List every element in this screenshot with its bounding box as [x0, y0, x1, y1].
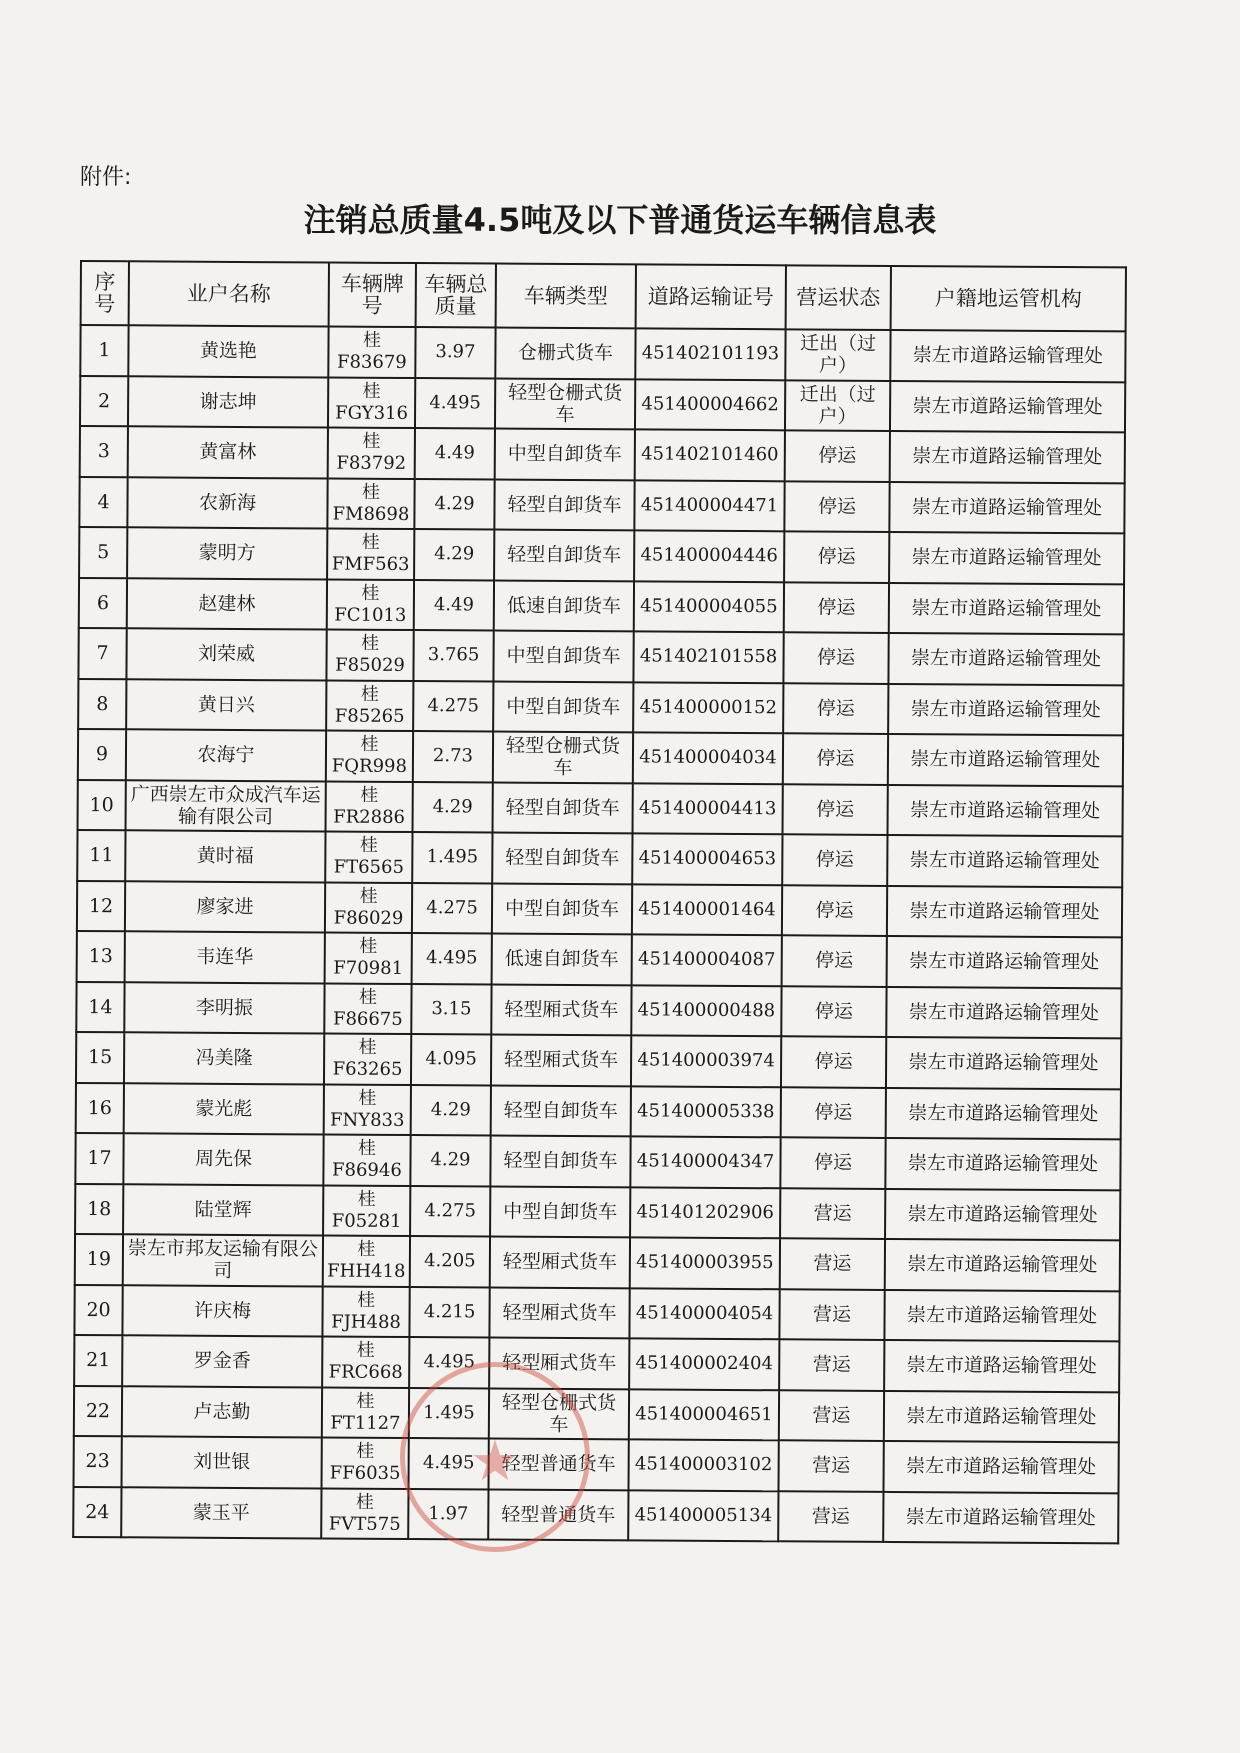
cell-vehicle-type: 轻型自卸货车	[490, 1136, 630, 1187]
cell-registry-authority: 崇左市道路运输管理处	[888, 734, 1123, 786]
table-row	[74, 1385, 1119, 1442]
cell-vehicle-type: 轻型自卸货车	[491, 1085, 631, 1136]
cell-vehicle-type: 轻型厢式货车	[489, 1287, 629, 1338]
header-total-mass: 车辆总质量	[416, 263, 496, 327]
cell-total-mass: 3.15	[411, 984, 491, 1035]
cell-vehicle-type: 轻型普通货车	[489, 1439, 629, 1490]
cell-owner-name: 赵建林	[127, 578, 327, 630]
cell-operation-status: 停运	[784, 531, 889, 582]
cell-transport-license: 451401202906	[630, 1187, 780, 1238]
cell-index: 21	[74, 1335, 122, 1386]
cell-registry-authority: 崇左市道路运输管理处	[886, 1087, 1121, 1139]
cell-index: 10	[78, 779, 126, 830]
table-row	[76, 981, 1121, 1038]
table-row	[76, 1032, 1121, 1089]
cell-owner-name: 刘荣威	[126, 628, 326, 680]
document-title: 注销总质量4.5吨及以下普通货运车辆信息表	[303, 201, 937, 239]
cell-operation-status: 营运	[778, 1491, 883, 1542]
cell-owner-name: 刘世银	[122, 1436, 322, 1488]
cell-registry-authority: 崇左市道路运输管理处	[887, 936, 1122, 988]
cell-vehicle-type: 轻型自卸货车	[494, 530, 634, 581]
cell-index: 17	[75, 1133, 123, 1184]
cell-registry-authority: 崇左市道路运输管理处	[886, 986, 1121, 1038]
table-row	[79, 578, 1124, 635]
cell-index: 6	[79, 578, 127, 629]
cell-total-mass: 3.765	[413, 630, 493, 681]
cell-registry-authority: 崇左市道路运输管理处	[890, 380, 1125, 432]
cell-vehicle-type: 轻型厢式货车	[490, 1237, 630, 1288]
cell-owner-name: 卢志勤	[122, 1386, 322, 1438]
cell-vehicle-type: 轻型仓栅式货车	[495, 378, 635, 429]
cell-operation-status: 营运	[778, 1440, 883, 1491]
cell-plate-number: 桂FHH418	[323, 1236, 410, 1287]
cell-transport-license: 451400004054	[629, 1288, 779, 1339]
cell-vehicle-type: 轻型普通货车	[488, 1489, 628, 1540]
cell-index: 3	[80, 426, 128, 477]
cell-total-mass: 4.29	[413, 782, 493, 833]
cell-transport-license: 451400004034	[633, 732, 783, 783]
cell-index: 8	[78, 678, 126, 729]
cell-owner-name: 蒙明方	[127, 527, 327, 579]
cell-transport-license: 451400004087	[632, 934, 782, 985]
table-row	[77, 880, 1122, 937]
cell-index: 23	[74, 1436, 122, 1487]
table-row	[77, 830, 1122, 887]
cell-owner-name: 黄选艳	[128, 325, 328, 377]
cell-plate-number: 桂F63265	[324, 1034, 411, 1085]
cell-plate-number: 桂FGY316	[328, 377, 415, 428]
cell-total-mass: 2.73	[413, 731, 493, 782]
cell-operation-status: 营运	[779, 1339, 884, 1390]
cell-plate-number: 桂FR2886	[326, 781, 413, 832]
cell-owner-name: 蒙光彪	[124, 1083, 324, 1135]
cell-transport-license: 451400003955	[630, 1237, 780, 1288]
cell-owner-name: 蒙玉平	[121, 1487, 321, 1539]
cell-registry-authority: 崇左市道路运输管理处	[885, 1239, 1120, 1291]
cell-vehicle-type: 轻型自卸货车	[492, 833, 632, 884]
table-row	[74, 1436, 1119, 1493]
cell-operation-status: 停运	[784, 582, 889, 633]
cell-operation-status: 停运	[782, 935, 887, 986]
cell-vehicle-type: 中型自卸货车	[490, 1186, 630, 1237]
cell-owner-name: 崇左市邦友运输有限公司	[123, 1234, 323, 1286]
cell-plate-number: 桂FRC668	[322, 1337, 409, 1388]
cell-vehicle-type: 轻型仓栅式货车	[489, 1388, 629, 1439]
cell-operation-status: 停运	[785, 430, 890, 481]
cell-operation-status: 停运	[783, 683, 888, 734]
table-row	[78, 729, 1123, 786]
cell-transport-license: 451402101193	[635, 328, 785, 379]
table-row	[80, 325, 1125, 382]
cell-index: 22	[74, 1385, 122, 1436]
table-row	[78, 678, 1123, 735]
cell-owner-name: 黄日兴	[126, 679, 326, 731]
cell-index: 2	[80, 376, 128, 427]
cell-transport-license: 451402101558	[633, 631, 783, 682]
cell-plate-number: 桂FF6035	[322, 1437, 409, 1488]
cell-transport-license: 451400004055	[634, 581, 784, 632]
cell-operation-status: 停运	[783, 733, 888, 784]
header-transport-license: 道路运输证号	[636, 264, 786, 329]
cell-index: 20	[74, 1284, 122, 1335]
header-plate-number: 车辆牌号	[329, 263, 416, 328]
cell-total-mass: 4.29	[410, 1135, 490, 1186]
header-registry-authority: 户籍地运管机构	[891, 266, 1126, 331]
table-row	[74, 1284, 1119, 1341]
cell-transport-license: 451400004651	[629, 1389, 779, 1440]
cell-plate-number: 桂F86029	[325, 882, 412, 933]
cell-transport-license: 451400004413	[633, 783, 783, 834]
cell-owner-name: 农海宁	[126, 729, 326, 781]
cell-operation-status: 停运	[782, 834, 887, 885]
table-row	[80, 376, 1125, 433]
cell-owner-name: 陆堂辉	[123, 1184, 323, 1236]
cell-owner-name: 李明振	[124, 982, 324, 1034]
cell-transport-license: 451400004446	[634, 530, 784, 581]
table-row	[76, 1082, 1121, 1139]
table-row	[79, 527, 1124, 584]
cell-index: 1	[80, 325, 128, 376]
cell-operation-status: 停运	[783, 632, 888, 683]
cell-vehicle-type: 中型自卸货车	[493, 681, 633, 732]
cell-owner-name: 周先保	[123, 1133, 323, 1185]
cell-plate-number: 桂F05281	[323, 1185, 410, 1236]
cell-operation-status: 停运	[783, 784, 888, 835]
cell-registry-authority: 崇左市道路运输管理处	[883, 1491, 1118, 1543]
cell-owner-name: 冯美隆	[124, 1032, 324, 1084]
cell-total-mass: 4.495	[409, 1438, 489, 1489]
cell-vehicle-type: 中型自卸货车	[493, 631, 633, 682]
cell-total-mass: 1.495	[412, 832, 492, 883]
cell-vehicle-type: 轻型厢式货车	[491, 984, 631, 1035]
cell-registry-authority: 崇左市道路运输管理处	[887, 835, 1122, 887]
cell-index: 12	[77, 880, 125, 931]
cell-operation-status: 停运	[781, 986, 886, 1037]
cell-transport-license: 451400000152	[633, 682, 783, 733]
table-row	[78, 779, 1123, 836]
cell-index: 13	[77, 931, 125, 982]
cell-registry-authority: 崇左市道路运输管理处	[884, 1390, 1119, 1442]
table-row	[80, 426, 1125, 483]
cell-transport-license: 451402101460	[635, 429, 785, 480]
header-vehicle-type: 车辆类型	[496, 264, 636, 329]
table-row	[77, 931, 1122, 988]
cell-plate-number: 桂FJH488	[322, 1286, 409, 1337]
cell-index: 4	[79, 477, 127, 528]
header-index: 序号	[81, 261, 129, 325]
cell-plate-number: 桂F83679	[328, 327, 415, 378]
cell-owner-name: 谢志坤	[128, 376, 328, 428]
cell-transport-license: 451400005134	[628, 1490, 778, 1541]
cell-total-mass: 4.495	[409, 1337, 489, 1388]
cell-registry-authority: 崇左市道路运输管理处	[889, 481, 1124, 533]
cell-transport-license: 451400004471	[634, 480, 784, 531]
cell-operation-status: 停运	[780, 1137, 885, 1188]
cell-total-mass: 4.275	[413, 681, 493, 732]
cell-index: 18	[75, 1183, 123, 1234]
cell-total-mass: 4.215	[409, 1287, 489, 1338]
vehicle-info-table	[72, 260, 1127, 1544]
cell-transport-license: 451400002404	[629, 1338, 779, 1389]
cell-registry-authority: 崇左市道路运输管理处	[887, 885, 1122, 937]
cell-operation-status: 营运	[779, 1289, 884, 1340]
cell-total-mass: 4.095	[411, 1034, 491, 1085]
cell-vehicle-type: 中型自卸货车	[495, 429, 635, 480]
cell-registry-authority: 崇左市道路运输管理处	[888, 683, 1123, 735]
cell-transport-license: 451400000488	[631, 985, 781, 1036]
cell-total-mass: 4.495	[415, 378, 495, 429]
cell-owner-name: 农新海	[127, 477, 327, 529]
seal-star-icon: ★	[469, 1429, 521, 1494]
cell-transport-license: 451400004662	[635, 379, 785, 430]
cell-vehicle-type: 轻型厢式货车	[491, 1035, 631, 1086]
cell-total-mass: 4.49	[415, 428, 495, 479]
cell-total-mass: 4.205	[410, 1236, 490, 1287]
cell-operation-status: 迁出（过户）	[785, 329, 890, 380]
cell-index: 24	[73, 1486, 121, 1537]
cell-total-mass: 4.495	[412, 933, 492, 984]
cell-index: 15	[76, 1032, 124, 1083]
table-row	[74, 1335, 1119, 1392]
cell-transport-license: 451400003974	[631, 1035, 781, 1086]
cell-plate-number: 桂F85265	[326, 680, 413, 731]
cell-transport-license: 451400005338	[631, 1086, 781, 1137]
cell-owner-name: 黄时福	[125, 830, 325, 882]
cell-registry-authority: 崇左市道路运输管理处	[890, 431, 1125, 483]
cell-total-mass: 4.29	[414, 529, 494, 580]
cell-operation-status: 停运	[781, 1087, 886, 1138]
cell-plate-number: 桂F83792	[328, 428, 415, 479]
cell-total-mass: 1.97	[408, 1489, 488, 1540]
cell-vehicle-type: 轻型自卸货车	[494, 479, 634, 530]
cell-index: 19	[75, 1234, 123, 1285]
cell-vehicle-type: 低速自卸货车	[494, 580, 634, 631]
cell-registry-authority: 崇左市道路运输管理处	[883, 1441, 1118, 1493]
cell-plate-number: 桂F85029	[326, 630, 413, 681]
cell-plate-number: 桂FT6565	[325, 832, 412, 883]
cell-owner-name: 广西崇左市众成汽车运输有限公司	[126, 780, 326, 832]
cell-total-mass: 4.29	[411, 1085, 491, 1136]
cell-plate-number: 桂FVT575	[321, 1488, 408, 1539]
cell-owner-name: 罗金香	[122, 1335, 322, 1387]
cell-plate-number: 桂FC1013	[327, 579, 414, 630]
cell-owner-name: 许庆梅	[122, 1285, 322, 1337]
cell-registry-authority: 崇左市道路运输管理处	[889, 582, 1124, 634]
cell-plate-number: 桂FT1127	[322, 1387, 409, 1438]
cell-transport-license: 451400004347	[630, 1136, 780, 1187]
cell-operation-status: 停运	[781, 1036, 886, 1087]
cell-transport-license: 451400001464	[632, 884, 782, 935]
cell-plate-number: 桂FNY833	[324, 1084, 411, 1135]
cell-vehicle-type: 轻型厢式货车	[489, 1338, 629, 1389]
cell-index: 7	[78, 628, 126, 679]
cell-registry-authority: 崇左市道路运输管理处	[884, 1340, 1119, 1392]
cell-vehicle-type: 轻型自卸货车	[493, 782, 633, 833]
cell-operation-status: 营运	[780, 1238, 885, 1289]
cell-vehicle-type: 低速自卸货车	[492, 934, 632, 985]
cell-registry-authority: 崇左市道路运输管理处	[888, 633, 1123, 685]
cell-registry-authority: 崇左市道路运输管理处	[890, 330, 1125, 382]
header-operation-status: 营运状态	[786, 265, 891, 330]
cell-operation-status: 营运	[779, 1390, 884, 1441]
cell-operation-status: 营运	[780, 1188, 885, 1239]
table-row	[75, 1133, 1120, 1190]
cell-index: 14	[76, 981, 124, 1032]
cell-transport-license: 451400004653	[632, 833, 782, 884]
table-row	[75, 1234, 1120, 1291]
cell-vehicle-type: 中型自卸货车	[492, 883, 632, 934]
cell-total-mass: 4.275	[410, 1186, 490, 1237]
cell-transport-license: 451400003102	[628, 1439, 778, 1490]
cell-total-mass: 3.97	[415, 327, 495, 378]
cell-plate-number: 桂FQR998	[326, 731, 413, 782]
cell-total-mass: 4.29	[414, 479, 494, 530]
cell-index: 5	[79, 527, 127, 578]
cell-index: 16	[76, 1082, 124, 1133]
table-row	[73, 1486, 1118, 1543]
cell-total-mass: 4.275	[412, 883, 492, 934]
cell-operation-status: 停运	[784, 481, 889, 532]
cell-owner-name: 韦连华	[125, 931, 325, 983]
cell-plate-number: 桂FMF563	[327, 529, 414, 580]
cell-index: 11	[77, 830, 125, 881]
table-row	[75, 1183, 1120, 1240]
cell-plate-number: 桂F86946	[323, 1135, 410, 1186]
cell-plate-number: 桂F70981	[325, 933, 412, 984]
table-row	[78, 628, 1123, 685]
cell-registry-authority: 崇左市道路运输管理处	[888, 784, 1123, 836]
cell-operation-status: 迁出（过户）	[785, 380, 890, 431]
cell-operation-status: 停运	[782, 885, 887, 936]
cell-vehicle-type: 轻型仓栅式货车	[493, 732, 633, 783]
cell-owner-name: 黄富林	[128, 426, 328, 478]
cell-registry-authority: 崇左市道路运输管理处	[889, 532, 1124, 584]
cell-owner-name: 廖家进	[125, 881, 325, 933]
attachment-label: 附件:	[80, 165, 132, 190]
table-row	[79, 477, 1124, 534]
header-owner-name: 业户名称	[129, 261, 329, 326]
cell-plate-number: 桂F86675	[324, 983, 411, 1034]
cell-total-mass: 4.49	[414, 580, 494, 631]
cell-registry-authority: 崇左市道路运输管理处	[886, 1037, 1121, 1089]
cell-vehicle-type: 仓栅式货车	[495, 328, 635, 379]
cell-index: 9	[78, 729, 126, 780]
cell-registry-authority: 崇左市道路运输管理处	[884, 1289, 1119, 1341]
cell-registry-authority: 崇左市道路运输管理处	[885, 1188, 1120, 1240]
cell-total-mass: 1.495	[409, 1388, 489, 1439]
table-header-row	[81, 261, 1126, 331]
cell-plate-number: 桂FM8698	[327, 478, 414, 529]
cell-registry-authority: 崇左市道路运输管理处	[885, 1138, 1120, 1190]
